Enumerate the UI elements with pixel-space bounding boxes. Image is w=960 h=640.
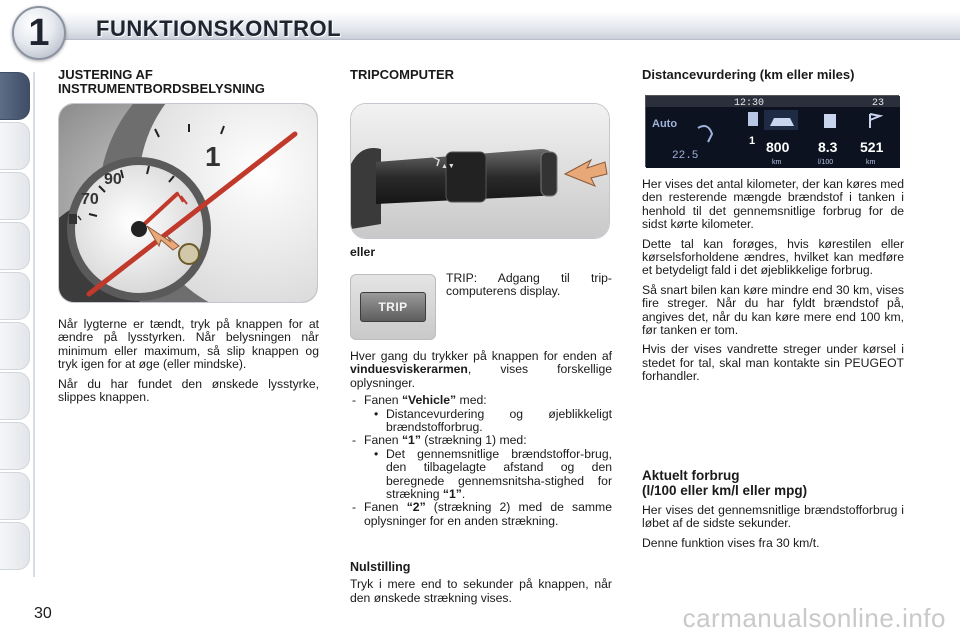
distance-paragraph-2: Dette tal kan forøges, hvis kørestilen eller kørselsforholdene ændres, hvilket kan medføre et betydeligt fald i det øjeblikkelige forbrug. bbox=[642, 236, 904, 278]
chapter-tab[interactable] bbox=[0, 122, 30, 170]
chapter-tab[interactable] bbox=[0, 322, 30, 370]
gauge-photo bbox=[58, 103, 318, 303]
left-column-text bbox=[58, 318, 319, 410]
page-number: 30 bbox=[34, 605, 52, 622]
display-unit: km bbox=[772, 159, 782, 166]
fuel-icon bbox=[824, 114, 836, 128]
display-trip-tab[interactable]: 1 bbox=[749, 135, 756, 147]
display-range-value: 800 bbox=[766, 139, 790, 155]
consumption-paragraph-2: Denne funktion vises fra 30 km/t. bbox=[642, 535, 820, 550]
list-item: - Fanen “2” (strækning 2) med de samme oplysninger for en anden strækning. bbox=[350, 501, 612, 528]
display-unit: l/100 bbox=[818, 159, 834, 166]
consumption-heading: Aktuelt forbrug bbox=[642, 468, 740, 483]
right-column-heading-wrap bbox=[642, 68, 912, 82]
gauge-illustration bbox=[59, 104, 318, 303]
reset-paragraph: Tryk i mere end to sekunder på knappen, når den ønskede strækning vises. bbox=[350, 577, 612, 605]
chapter-tab[interactable] bbox=[0, 172, 30, 220]
wiper-stalk-photo bbox=[350, 103, 610, 239]
chapter-tab[interactable] bbox=[0, 372, 30, 420]
right-column-text bbox=[642, 178, 904, 390]
tab-list bbox=[350, 394, 612, 528]
distance-heading: Distancevurdering (km eller miles) bbox=[642, 67, 855, 82]
dimmer-knob bbox=[179, 244, 199, 264]
lighting-paragraph-1: Når lygterne er tændt, tryk på knappen for at ændre på lysstyrken. Når belysningen når minimum eller maximum, så slip knappen og tryk igen for at øge (eller mindske). bbox=[58, 317, 319, 372]
display-temp-set: 22.5 bbox=[672, 150, 699, 162]
display-consumption-value: 8.3 bbox=[818, 139, 838, 155]
intro-paragraph: Hver gang du trykker på knappen for enden af vinduesviskerarmen, vises forskellige oplysninger. bbox=[350, 349, 612, 390]
display-unit: km bbox=[866, 159, 876, 166]
middle-column-text bbox=[350, 350, 612, 528]
display-temp: 23 bbox=[872, 98, 885, 109]
chapter-badge: 1 bbox=[12, 6, 66, 60]
consumption-paragraph-1: Her vises det gennemsnitlige brændstofforbrug i løbet af de sidste sekunder. bbox=[642, 503, 904, 531]
chapter-tab[interactable] bbox=[0, 272, 30, 320]
page-header bbox=[0, 0, 960, 54]
car-range-icon bbox=[770, 118, 794, 126]
consumption-subheading: (l/100 eller km/l eller mpg) bbox=[642, 483, 808, 498]
gauge-number-1: 1 bbox=[205, 141, 221, 172]
trip-button-photo bbox=[350, 274, 436, 340]
trip-button[interactable]: TRIP bbox=[360, 292, 426, 322]
vehicle-tab-icon[interactable] bbox=[748, 112, 758, 126]
chapter-tab[interactable] bbox=[0, 222, 30, 270]
tripcomputer-heading: TRIPCOMPUTER bbox=[350, 67, 454, 82]
or-label: eller bbox=[350, 245, 376, 259]
gauge-number-70: 70 bbox=[81, 191, 99, 208]
display-time: 12:30 bbox=[734, 98, 765, 109]
reset-heading: Nulstilling bbox=[350, 560, 411, 574]
wiper-stalk-illustration bbox=[351, 104, 610, 239]
instrument-lighting-heading: JUSTERING AF INSTRUMENTBORDSBELYSNING bbox=[58, 67, 265, 96]
consumption-section bbox=[642, 468, 904, 556]
chapter-tab[interactable] bbox=[0, 422, 30, 470]
reset-section bbox=[350, 561, 612, 611]
list-item: • Det gennemsnitlige brændstoffor-brug, den tilbagelagte afstand og den beregnede gennemsnitsha-stighed for strækning “1”. bbox=[374, 448, 612, 502]
trip-caption: TRIP: Adgang til trip-computerens display. bbox=[446, 271, 612, 299]
list-item: • Distancevurdering og øjeblikkeligt brændstofforbrug. bbox=[374, 408, 612, 435]
display-distance-value: 521 bbox=[860, 139, 884, 155]
chapter-tabs bbox=[0, 72, 34, 577]
distance-paragraph-1: Her vises det antal kilometer, der kan køres med den resterende mængde brændstof i tanken i henhold til det gennemsnitlige forbrug for de sidst kørte kilometer. bbox=[642, 177, 904, 232]
chapter-tab-active[interactable] bbox=[0, 72, 30, 120]
chapter-tab[interactable] bbox=[0, 472, 30, 520]
list-item: - Fanen “Vehicle” med: • Distancevurdering og øjeblikkeligt brændstofforbrug. bbox=[350, 394, 612, 434]
distance-paragraph-3: Så snart bilen kan køre mindre end 30 km, vises fire streger. Når du har fyldt brændstof på, angives det, når du kan køre mere end 100 km, før tanken er tom. bbox=[642, 282, 904, 338]
svg-text:▲▼: ▲▼ bbox=[441, 163, 455, 170]
display-mode: Auto bbox=[652, 118, 678, 130]
watermark: carmanualsonline.info bbox=[682, 603, 946, 633]
gauge-number-90: 90 bbox=[104, 171, 122, 188]
chapter-tab[interactable] bbox=[0, 522, 30, 570]
middle-column-heading-wrap bbox=[350, 68, 612, 82]
lighting-paragraph-2: Når du har fundet den ønskede lysstyrke, slippes knappen. bbox=[58, 376, 319, 405]
or-label-wrap bbox=[350, 246, 612, 259]
left-column bbox=[58, 68, 320, 96]
list-item: - Fanen “1” (strækning 1) med: • Det gennemsnitlige brændstoffor-brug, den tilbagelagte afstand og den beregnede gennemsnitsha-stighed for strækning “1”. bbox=[350, 434, 612, 501]
trip-display bbox=[645, 95, 899, 167]
distance-paragraph-4: Hvis der vises vandrette streger under kørsel i stedet for tal, skal man kontakte sin PEUGEOT forhandler. bbox=[642, 342, 904, 384]
trip-caption-wrap bbox=[446, 272, 612, 305]
page-title: FUNKTIONSKONTROL bbox=[96, 16, 342, 41]
